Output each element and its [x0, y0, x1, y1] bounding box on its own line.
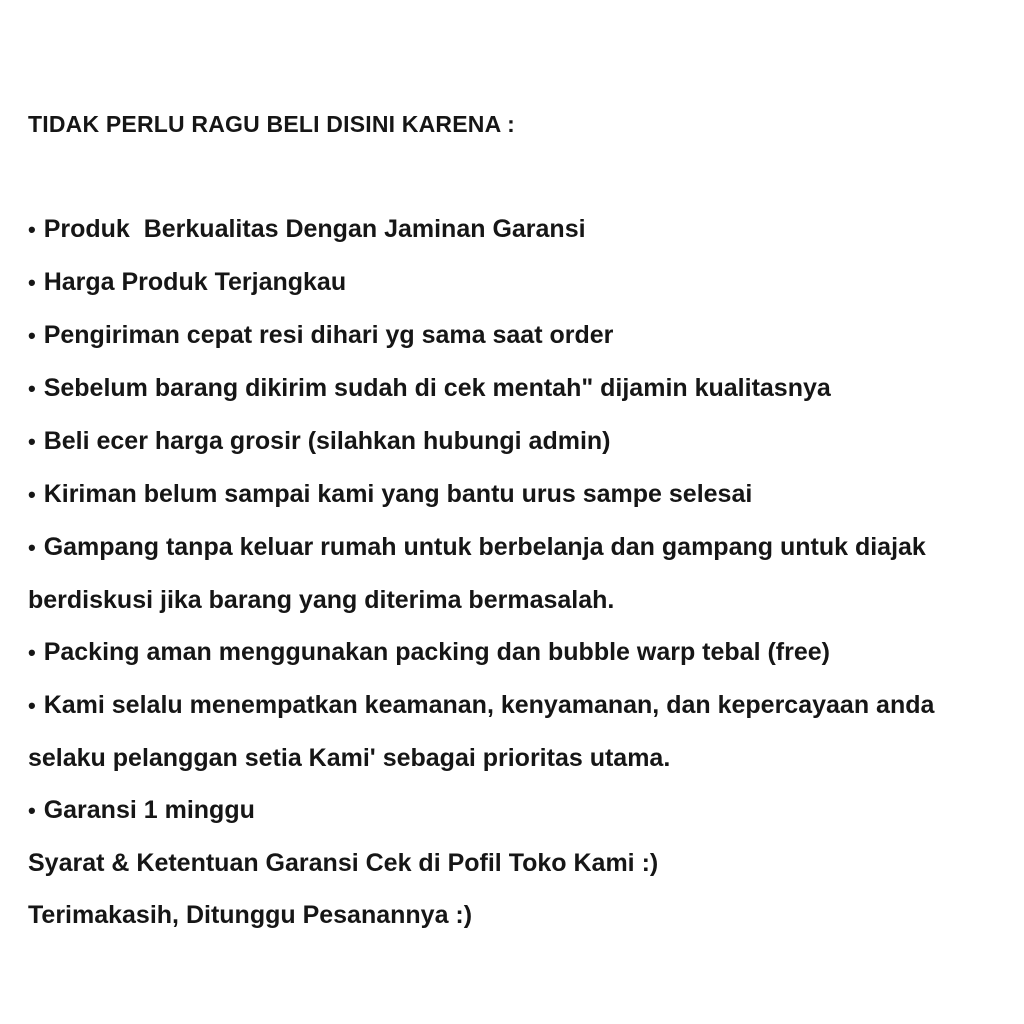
list-item	[28, 784, 978, 837]
list-item-text: Harga Produk Terjangkau	[43, 268, 347, 296]
list-item-text: Garansi 1 minggu	[43, 796, 255, 824]
list-item	[28, 309, 978, 362]
list-item	[28, 203, 978, 256]
bullet-icon: •	[28, 482, 36, 507]
bullet-icon: •	[28, 323, 36, 348]
bullet-icon: •	[28, 640, 36, 665]
bullet-icon: •	[28, 376, 36, 401]
list-item-text: Packing aman menggunakan packing dan bubble warp tebal (free)	[43, 638, 830, 666]
list-item	[28, 679, 978, 784]
bullet-icon: •	[28, 693, 36, 718]
bullet-icon: •	[28, 217, 36, 242]
list-item-text: Syarat & Ketentuan Garansi Cek di Pofil Toko Kami :)	[28, 849, 659, 877]
bullet-icon: •	[28, 270, 36, 295]
list-item	[28, 415, 978, 468]
list-item-text: Beli ecer harga grosir (silahkan hubungi admin)	[43, 427, 611, 455]
list-item-text: Pengiriman cepat resi dihari yg sama saat order	[43, 321, 614, 349]
list-item	[28, 889, 978, 941]
list-item	[28, 521, 978, 626]
bullet-icon: •	[28, 429, 36, 454]
list-item-text: Kiriman belum sampai kami yang bantu urus sampe selesai	[43, 480, 753, 508]
list-item	[28, 362, 978, 415]
list-item	[28, 468, 978, 521]
list-item-text: Terimakasih, Ditunggu Pesanannya :)	[28, 901, 473, 929]
list-item-text: Sebelum barang dikirim sudah di cek mentah" dijamin kualitasnya	[43, 374, 831, 402]
page-title: TIDAK PERLU RAGU BELI DISINI KARENA :	[28, 111, 515, 137]
bullet-list	[28, 203, 978, 941]
list-item-text: Kami selalu menempatkan keamanan, kenyamanan, dan kepercayaan anda selaku pelanggan setia Kami' sebagai prioritas utama.	[28, 691, 942, 772]
list-item	[28, 837, 978, 889]
list-item-text: Gampang tanpa keluar rumah untuk berbelanja dan gampang untuk diajak berdiskusi jika barang yang diterima bermasalah.	[28, 533, 933, 614]
bullet-icon: •	[28, 798, 36, 823]
list-item-text: Produk Berkualitas Dengan Jaminan Garansi	[43, 215, 586, 243]
list-item	[28, 256, 978, 309]
list-item	[28, 626, 978, 679]
bullet-icon: •	[28, 535, 36, 560]
